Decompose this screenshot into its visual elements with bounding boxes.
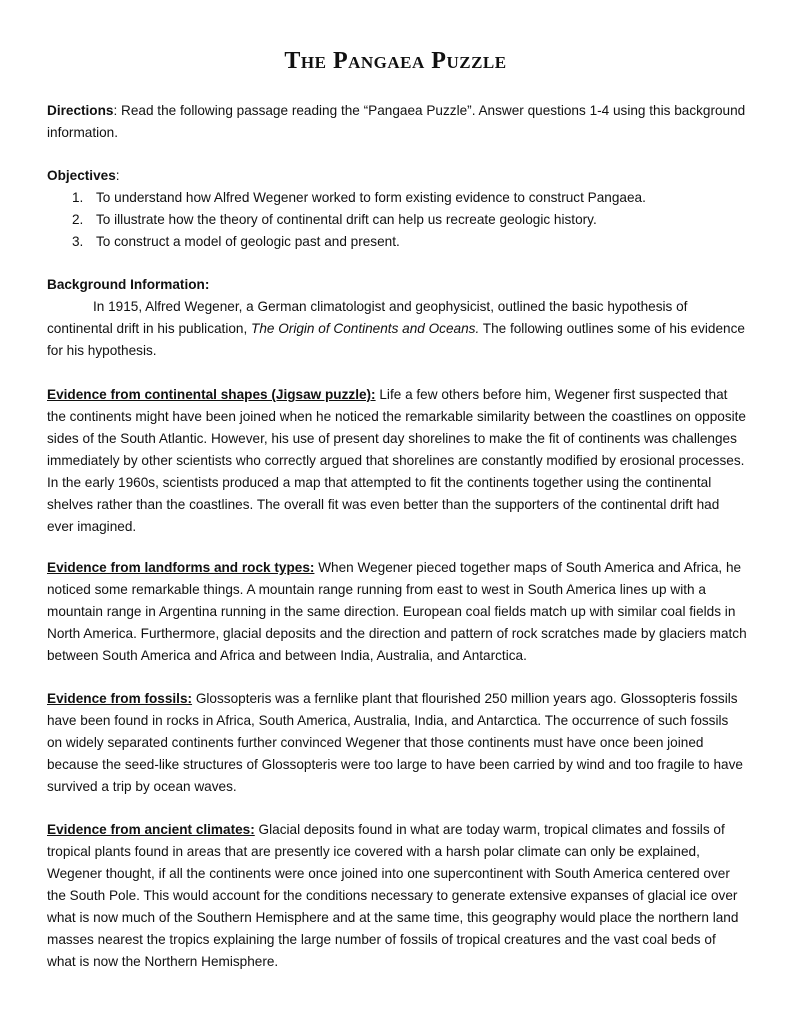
directions-label: Directions [47, 103, 114, 118]
section-heading: Evidence from continental shapes (Jigsaw puzzle): [47, 387, 376, 402]
section-heading: Evidence from landforms and rock types: [47, 560, 315, 575]
evidence-climates-paragraph [47, 819, 747, 973]
evidence-shapes-paragraph [47, 384, 747, 538]
section-heading: Evidence from fossils: [47, 691, 193, 706]
section-text: Glossopteris was a fernlike plant that flourished 250 million years ago. Glossopteris fossils have been found in rocks in Africa, South America, Australia, India, and Antarctica. The occurrence of such fossils on widely separated continents further convinced Wegener that those continents must have once been joined because the seed-like structures of Glossopteris were too large to have been carried by wind and too fragile to have survived a trip by ocean waves. [47, 691, 743, 794]
background-paragraph [47, 296, 747, 362]
objectives-label: Objectives [47, 168, 116, 183]
objective-number: 3. [72, 234, 84, 249]
objective-text: To construct a model of geologic past and present. [96, 234, 400, 249]
page-title: The Pangaea Puzzle [284, 48, 507, 74]
objectives-list [47, 187, 747, 253]
objective-text: To understand how Alfred Wegener worked to form existing evidence to construct Pangaea. [96, 190, 646, 205]
objective-number: 2. [72, 212, 84, 227]
objective-item [47, 187, 747, 209]
section-text: Life a few others before him, Wegener first suspected that the continents might have been joined when he noticed the remarkable similarity between the coastlines on opposite sides of the South Atlantic. However, his use of present day shorelines to make the fit of continents was challenges immediately by other scientists who correctly argued that shorelines are constantly modified by erosional processes. In the early 1960s, scientists produced a map that attempted to fit the continents together using the continental shelves rather than the coastlines. The overall fit was even better than the supporters of the continental drift had ever imagined. [47, 387, 746, 534]
publication-title: The Origin of Continents and Oceans. [251, 321, 480, 336]
objectives-section [47, 165, 747, 253]
background-text-before: In 1915, Alfred Wegener, a German climatologist and geophysicist, outlined the basic hypothesis of continental drift in his publication, [47, 299, 688, 336]
objective-text: To illustrate how the theory of continental drift can help us recreate geologic history. [96, 212, 597, 227]
objective-number: 1. [72, 190, 84, 205]
background-label: Background Information: [47, 277, 210, 292]
evidence-fossils-paragraph [47, 688, 747, 798]
section-text: Glacial deposits found in what are today warm, tropical climates and fossils of tropical plants found in areas that are presently ice covered with a harsh polar climate can only be explained, Wegener thought, if all the continents were once joined into one supercontinent with South America centered over the South Pole. This would account for the conditions necessary to generate extensive expanses of glacial ice over what is now much of the Southern Hemisphere and at the same time, this geography would place the northern land masses nearest the tropics explaining the large number of fossils of tropical creatures and the vast coal beds of what is now the Northern Hemisphere. [47, 822, 739, 969]
directions-paragraph [47, 100, 747, 144]
directions-text: : Read the following passage reading the “Pangaea Puzzle”. Answer questions 1-4 using this background information. [47, 103, 746, 140]
background-section [47, 274, 747, 362]
objective-item [47, 231, 747, 253]
section-text: When Wegener pieced together maps of South America and Africa, he noticed some remarkable things. A mountain range running from east to west in South America lines up with a mountain range in Argentina running in the same direction. European coal fields match up with similar coal fields in North America. Furthermore, glacial deposits and the direction and pattern of rock scratches made by glaciers match between South America and Africa and between India, Australia, and Antarctica. [47, 560, 747, 663]
objectives-colon: : [115, 168, 120, 183]
objective-item [47, 209, 747, 231]
background-text-after: The following outlines some of his evidence for his hypothesis. [47, 321, 745, 358]
section-heading: Evidence from ancient climates: [47, 822, 255, 837]
evidence-landforms-paragraph [47, 557, 747, 667]
